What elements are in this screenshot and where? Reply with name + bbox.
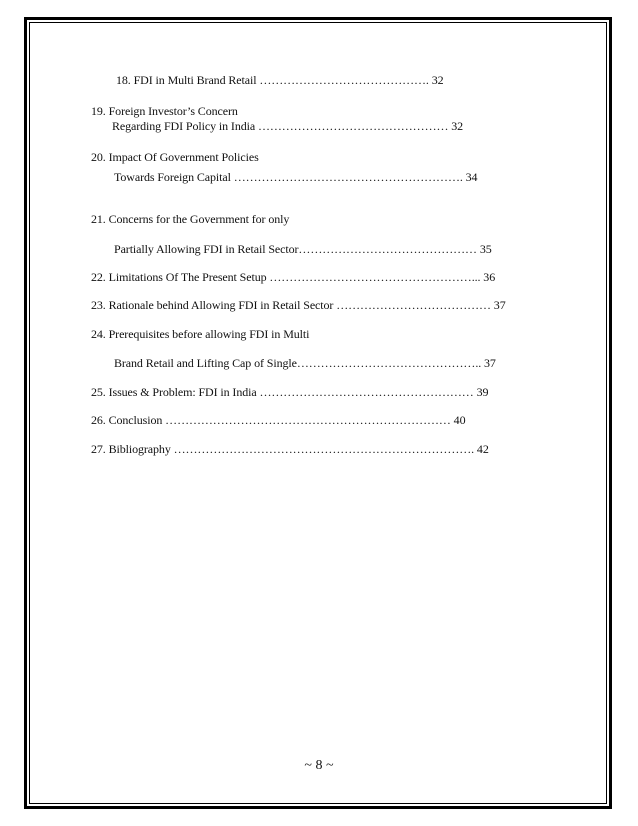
toc-entry-21-title: 21. Concerns for the Government for only xyxy=(91,212,290,226)
toc-entry-20-continuation: Towards Foreign Capital …………………………………………………. 34 xyxy=(114,170,478,184)
toc-entry-18: 18. FDI in Multi Brand Retail ……………………………………. 32 xyxy=(116,73,444,87)
toc-entry-27: 27. Bibliography …………………………………………………………………. 42 xyxy=(91,442,489,456)
toc-entry-22: 22. Limitations Of The Present Setup ……………………………………………... 36 xyxy=(91,270,496,284)
toc-entry-20-title: 20. Impact Of Government Policies xyxy=(91,150,259,164)
toc-entry-26: 26. Conclusion ……………………………………………………………… 40 xyxy=(91,413,466,427)
page-number: ~ 8 ~ xyxy=(304,758,334,773)
toc-entry-19-continuation: Regarding FDI Policy in India ………………………………………… 32 xyxy=(112,119,464,133)
toc-entry-25: 25. Issues & Problem: FDI in India ……………………………………………… 39 xyxy=(91,385,489,399)
toc-entry-24-title: 24. Prerequisites before allowing FDI in Multi xyxy=(91,327,310,341)
toc-entry-21-continuation: Partially Allowing FDI in Retail Sector……………………………………… 35 xyxy=(114,242,492,256)
toc-entry-24-continuation: Brand Retail and Lifting Cap of Single……………………………………….. 37 xyxy=(114,356,496,370)
toc-entry-23: 23. Rationale behind Allowing FDI in Retail Sector ………………………………… 37 xyxy=(91,298,506,312)
toc-entry-19-title: 19. Foreign Investor’s Concern xyxy=(91,104,238,118)
